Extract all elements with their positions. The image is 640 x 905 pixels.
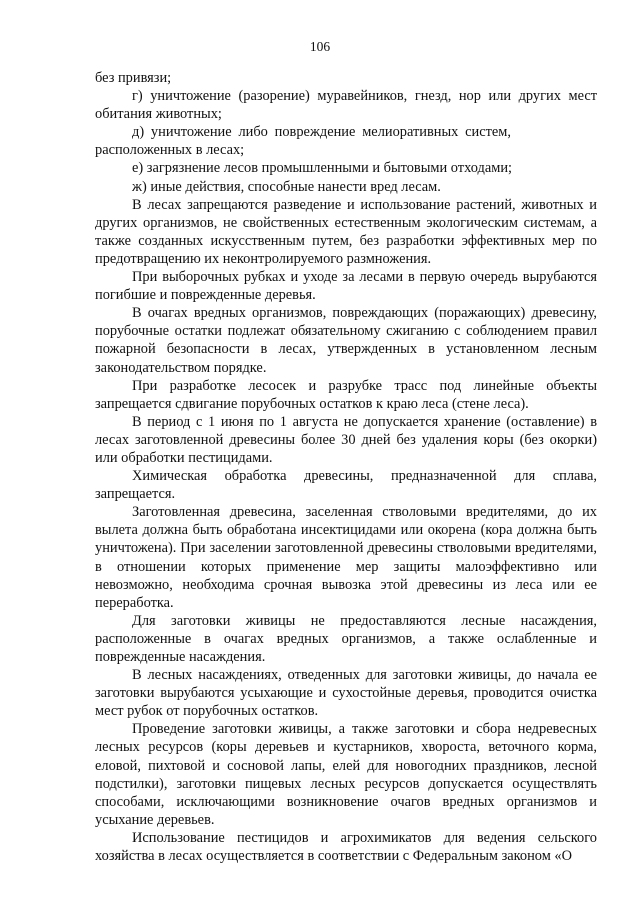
page-number: 106 [309,39,331,54]
paragraph: Проведение заготовки живицы, а также заготовки и сбора недревесных лесных ресурсов (коры деревьев и кустарников, хвороста, веточного корма, еловой, пихтовой и сосновой лапы, елей для новогодних праздников, лесной подстилки), заготовки пищевых лесных ресурсов допускается осуществлять способами, исключающими возникновение очагов вредных организмов и усыхание деревьев. [95,721,597,828]
list-item-g: г) уничтожение (разорение) муравейников, гнезд, нор или других мест обитания животных; [95,88,597,123]
paragraph: В лесных насаждениях, отведенных для заготовки живицы, до начала ее заготовки вырубаются усыхающие и сухостойные деревья, проводится очистка мест рубок от порубочных остатков. [95,667,597,720]
paragraph: При разработке лесосек и разрубке трасс под линейные объекты запрещается сдвигание порубочных остатков к краю леса (стене леса). [95,377,597,412]
list-item-zh: ж) иные действия, способные нанести вред лесам. [132,178,441,195]
paragraph-continuation: без привязи; [95,70,172,86]
paragraph: Для заготовки живицы не предоставляются лесные насаждения, расположенные в очагах вредных организмов, а также ослабленные и поврежденные насаждения. [95,612,597,665]
paragraph: Химическая обработка древесины, предназначенной для сплава, запрещается. [95,468,597,503]
paragraph: В лесах запрещаются разведение и использование растений, животных и других организмов, не свойственных естественным экологическим системам, а также созданных искусственным путем, без разработки эффективных мер по предотвращению их неконтролируемого размножения. [95,196,597,267]
paragraph: Использование пестицидов и агрохимикатов для ведения сельского хозяйства в лесах осуществляется в соответствии с Федеральным законом «О [95,829,597,865]
paragraph: В очагах вредных организмов, повреждающих (поражающих) древесину, порубочные остатки подлежат обязательному сжиганию с соблюдением правил пожарной безопасности в лесах, утвержденных в установленном лесным законодательством порядке. [95,305,597,376]
body-text [95,69,597,865]
paragraph: Заготовленная древесина, заселенная стволовыми вредителями, до их вылета должна быть обработана инсектицидами или окорена (кора должна быть уничтожена). При заселении заготовленной древесины стволовыми вредителями, в отношении которых применение мер защиты малоэффективно или невозможно, необходима срочная вывозка этой древесины из леса или ее переработка. [95,504,597,611]
list-item-d: д) уничтожение либо повреждение мелиоративных систем, расположенных в лесах; [95,124,511,159]
paragraph: В период с 1 июня по 1 августа не допускается хранение (оставление) в лесах заготовленной древесины более 30 дней без удаления коры (без окорки) или обработки пестицидами. [95,413,597,466]
paragraph: При выборочных рубках и уходе за лесами в первую очередь вырубаются погибшие и поврежденные деревья. [95,269,597,304]
list-item-e: е) загрязнение лесов промышленными и бытовыми отходами; [132,160,513,177]
